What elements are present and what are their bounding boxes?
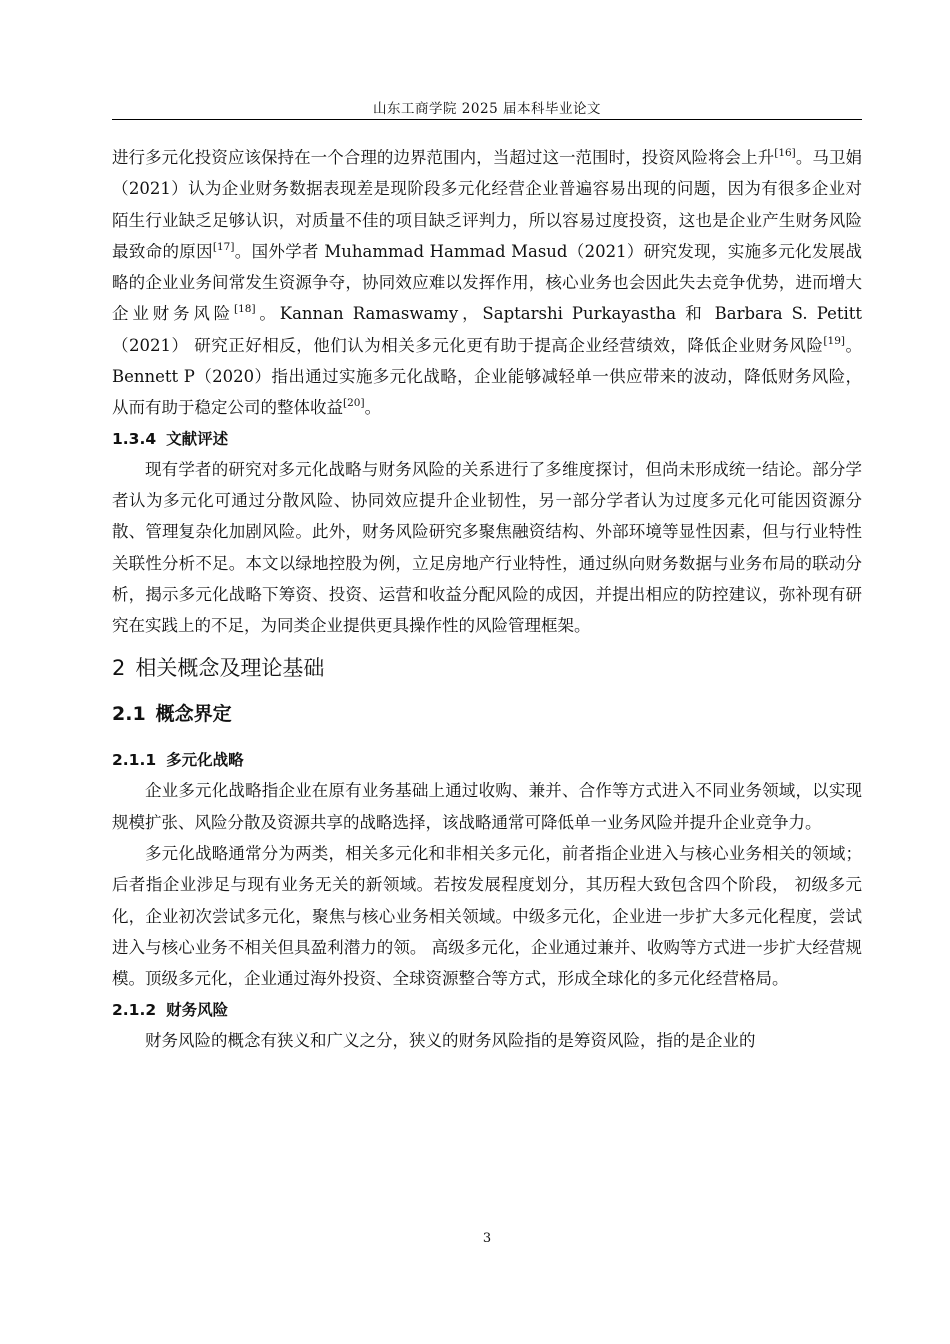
financial-risk-paragraph: 财务风险的概念有狭义和广义之分，狭义的财务风险指的是筹资风险，指的是企业的 (145, 1030, 756, 1050)
section-heading-2-1 (112, 691, 862, 737)
citation-ref: [18] (234, 303, 256, 316)
section-heading-1-3-4 (112, 424, 862, 454)
citation-ref: [20] (343, 397, 365, 410)
section-heading-2-1-1 (112, 745, 862, 775)
literature-review-paragraph: 现有学者的研究对多元化战略与财务风险的关系进行了多维度探讨，但尚未形成统一结论。部分学者认为多元化可通过分散风险、协同效应提升企业韧性，另一部分学者认为过度多元化可能因资源分散、管理复杂化加剧风险。此外，财务风险研究多聚焦融资结构、外部环境等显性因素，但与行业特性关联性分析不足。本文以绿地控股为例，立足房地产行业特性，通过纵向财务数据与业务布局的联动分析，揭示多元化战略下筹资、投资、运营和收益分配风险的成因，并提出相应的防控建议，弥补现有研究在实践上的不足，为同类企业提供更具操作性的风险管理框架。 (112, 459, 862, 636)
citation-ref: [19] (823, 334, 845, 347)
running-header: 山东工商学院 2025 届本科毕业论文 (373, 101, 601, 117)
literature-paragraph: 进行多元化投资应该保持在一个合理的边界范围内，当超过这一范围时，投资风险将会上升[16]。马卫娟（2021）认为企业财务数据表现差是现阶段多元化经营企业普遍容易出现的问题，因为有很多企业对陌生行业缺乏足够认识，对质量不佳的项目缺乏评判力，所以容易过度投资，这也是企业产生财务风险最致命的原因[17]。国外学者 Muhammad Hammad Masud（2021）研究发现，实施多元化发展战略的企业业务间常发生资源争夺，协同效应难以发挥作用，核心业务也会因此失去竞争优势，进而增大企业财务风险[18]。Kannan Ramaswamy，Saptarshi Purkayastha 和 Barbara S. Petitt（2021） 研究正好相反，他们认为相关多元化更有助于提高企业经营绩效，降低企业财务风险[19]。Bennett P（2020）指出通过实施多元化战略，企业能够减轻单一供应带来的波动，降低财务风险，从而有助于稳定公司的整体收益[20]。 (112, 147, 863, 418)
section-title: 文献评述 (166, 429, 229, 448)
page-number: 3 (482, 1231, 492, 1246)
section-number: 2.1 (112, 703, 146, 726)
chapter-heading-2 (112, 645, 862, 691)
chapter-title: 相关概念及理论基础 (135, 656, 325, 681)
chapter-number: 2 (112, 656, 126, 681)
section-number: 1.3.4 (112, 429, 157, 448)
diversification-definition-paragraph: 企业多元化战略指企业在原有业务基础上通过收购、兼并、合作等方式进入不同业务领域，以实现规模扩张、风险分散及资源共享的战略选择，该战略通常可降低单一业务风险并提升企业竞争力。 (112, 781, 862, 832)
diversification-types-paragraph: 多元化战略通常分为两类，相关多元化和非相关多元化，前者指企业进入与核心业务相关的领域；后者指企业涉足与现有业务无关的新领域。若按发展程度划分，其历程大致包含四个阶段， 初级多元化，企业初次尝试多元化，聚焦与核心业务相关领域。中级多元化，企业进一步扩大多元化程度，尝试进入与核心业务不相关但具盈利潜力的领。 高级多元化，企业通过兼并、收购等方式进一步扩大经营规模。顶级多元化，企业通过海外投资、全球资源整合等方式，形成全球化的多元化经营格局。 (112, 844, 862, 989)
citation-ref: [17] (212, 240, 235, 253)
section-title: 多元化战略 (166, 751, 244, 770)
section-title: 财务风险 (166, 1000, 229, 1019)
header-rule (112, 119, 862, 120)
page-body (112, 142, 862, 1056)
section-number: 2.1.2 (112, 1000, 157, 1019)
section-number: 2.1.1 (112, 751, 157, 770)
section-heading-2-1-2 (112, 995, 862, 1025)
citation-ref: [16] (774, 147, 796, 159)
section-title: 概念界定 (155, 703, 232, 726)
